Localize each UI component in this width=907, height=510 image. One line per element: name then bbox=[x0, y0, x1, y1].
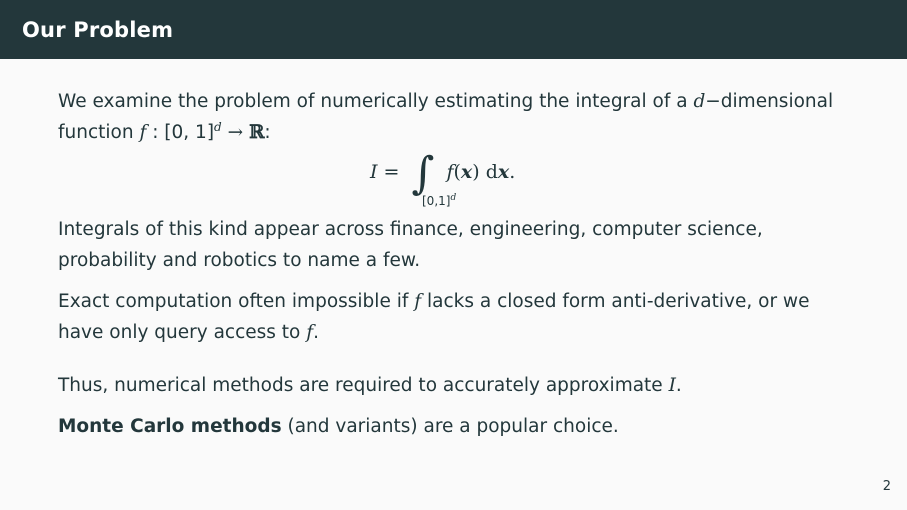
integral-symbol: ∫ bbox=[411, 148, 435, 199]
exact-text-1: Exact computation often impossible if bbox=[58, 291, 415, 312]
integral-domain bbox=[422, 186, 456, 217]
eq-period: . bbox=[509, 160, 516, 183]
paragraph-exact-computation bbox=[58, 286, 858, 348]
paragraph-intro bbox=[58, 86, 858, 148]
intro-text-5: : bbox=[264, 122, 271, 143]
exact-text-2: lacks a closed form anti-derivative, or we have only query access to bbox=[58, 291, 810, 343]
math-f: f bbox=[139, 122, 147, 143]
slide-header bbox=[0, 0, 907, 59]
paragraph-numerical-methods bbox=[58, 370, 858, 401]
paragraph-applications: Integrals of this kind appear across finance, engineering, computer science, probability and robotics to name a few. bbox=[58, 219, 763, 271]
eq-f: f bbox=[446, 160, 454, 183]
eq-paren-open: ( bbox=[453, 160, 461, 183]
intro-text-3: function bbox=[58, 122, 140, 143]
math-arrow: → bbox=[221, 122, 249, 143]
paragraph-monte-carlo bbox=[58, 411, 858, 442]
eq-equals: = bbox=[377, 160, 406, 183]
slide-title: Our Problem bbox=[22, 17, 174, 42]
math-sup-d: d bbox=[214, 119, 222, 134]
eq-paren-close: ) bbox=[472, 160, 480, 183]
slide-content bbox=[58, 86, 858, 442]
integral-domain-text: [0,1] bbox=[422, 194, 451, 208]
intro-text-2: −dimensional bbox=[705, 91, 834, 112]
intro-text-1: We examine the problem of numerically estimating the integral of a bbox=[58, 91, 694, 112]
eq-x: x bbox=[460, 160, 473, 183]
integral-equation bbox=[58, 142, 858, 206]
math-reals: ℝ bbox=[249, 122, 265, 143]
integral-domain-sup: d bbox=[450, 193, 457, 203]
page-number: 2 bbox=[882, 479, 891, 494]
math-f-2: f bbox=[306, 322, 314, 343]
eq-lhs: I bbox=[370, 160, 378, 183]
intro-text-4: : [0, 1] bbox=[146, 122, 215, 143]
math-f-1: f bbox=[414, 291, 422, 312]
eq-d: d bbox=[479, 160, 498, 183]
eq-dx-x: x bbox=[497, 160, 510, 183]
math-I: I bbox=[668, 375, 676, 396]
numerical-text-2: . bbox=[675, 375, 682, 396]
monte-carlo-text: (and variants) are a popular choice. bbox=[281, 416, 619, 437]
monte-carlo-bold: Monte Carlo methods bbox=[58, 416, 282, 437]
exact-text-3: . bbox=[313, 322, 319, 343]
numerical-text-1: Thus, numerical methods are required to accurately approximate bbox=[58, 375, 669, 396]
math-d: d bbox=[693, 91, 706, 112]
